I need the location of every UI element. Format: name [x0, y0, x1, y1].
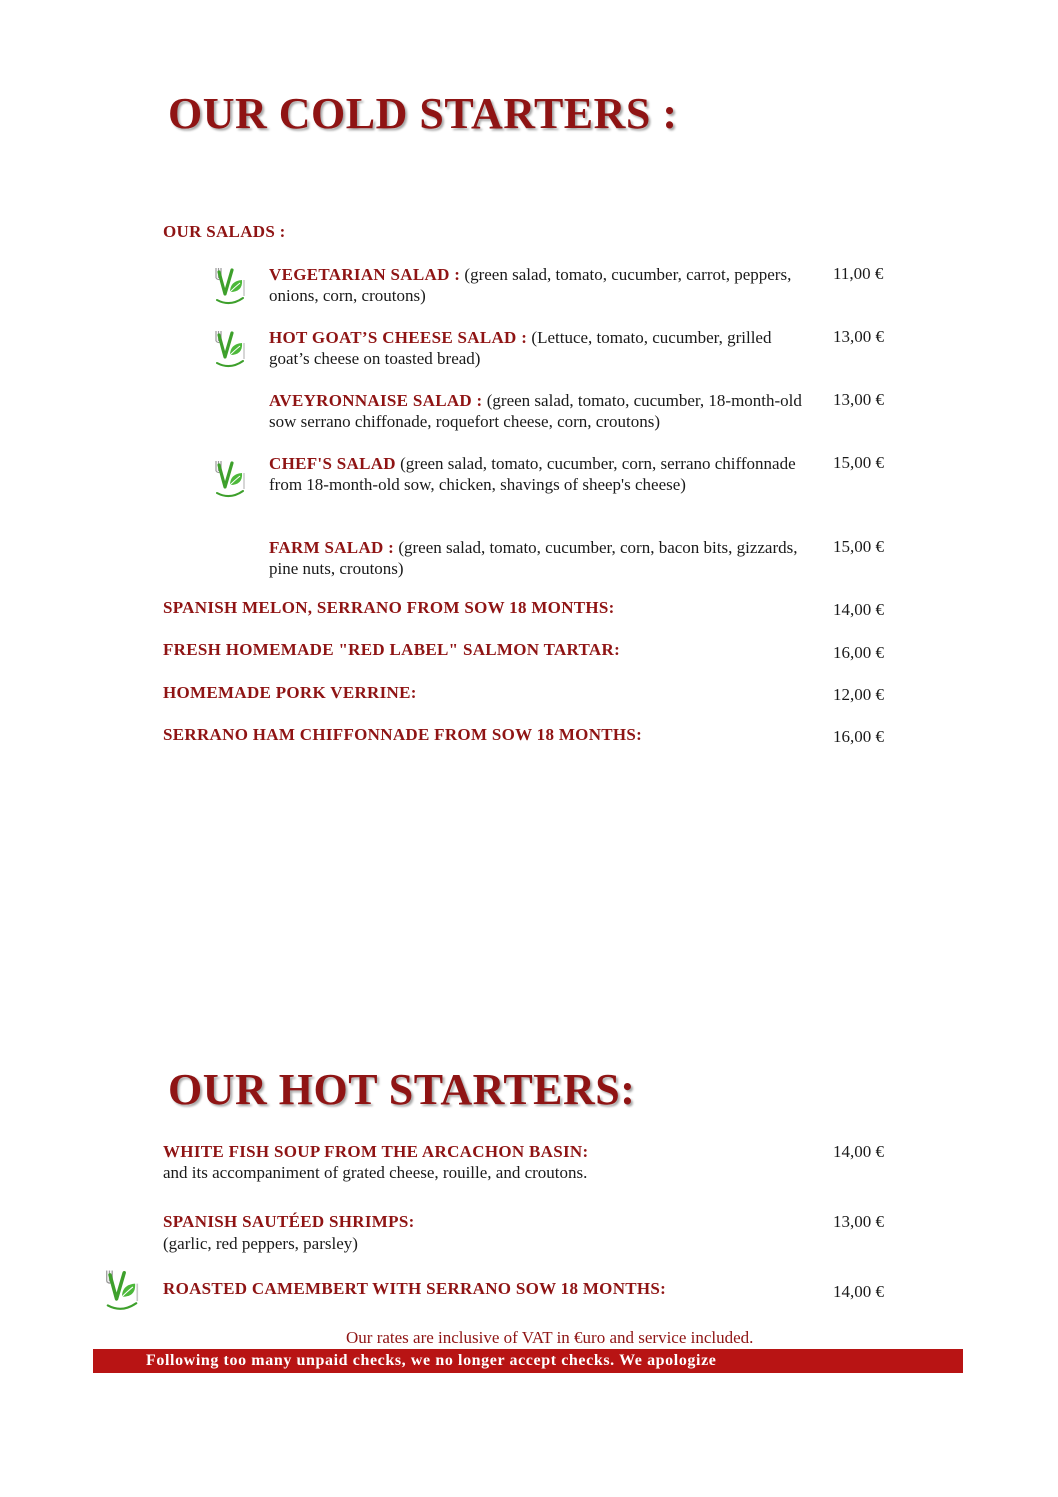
salad-ingredients: (green salad, tomato, cucumber, 18-month-old sow serrano chiffonade, roquefort cheese, corn, croutons)	[269, 391, 802, 431]
item-name: HOMEMADE PORK VERRINE:	[163, 683, 417, 702]
salad-name: FARM SALAD :	[269, 538, 395, 557]
price: 11,00 €	[833, 264, 884, 283]
vat-note: Our rates are inclusive of VAT in €uro and service included.	[346, 1328, 754, 1347]
item-name: FRESH HOMEMADE "RED LABEL" SALMON TARTAR:	[163, 640, 621, 659]
price: 16,00 €	[833, 643, 884, 662]
salad-description	[269, 327, 814, 369]
price: 12,00 €	[833, 685, 884, 704]
salad-ingredients: (green salad, tomato, cucumber, corn, bacon bits, gizzards, pine nuts, croutons)	[269, 538, 798, 578]
salad-ingredients: (green salad, tomato, cucumber, corn, serrano chiffonnade from 18-month-old sow, chicken, shavings of sheep's cheese)	[269, 454, 796, 494]
salad-name: AVEYRONNAISE SALAD :	[269, 391, 483, 410]
hot-starters-title: OUR HOT STARTERS:	[168, 1065, 636, 1114]
item-name: SPANISH MELON, SERRANO FROM SOW 18 MONTHS:	[163, 598, 615, 617]
vegetarian-icon	[213, 325, 247, 369]
item-name: ROASTED CAMEMBERT WITH SERRANO SOW 18 MONTHS:	[163, 1279, 667, 1298]
price: 16,00 €	[833, 727, 884, 746]
salad-name: VEGETARIAN SALAD :	[269, 265, 461, 284]
cold-starters-title: OUR COLD STARTERS :	[168, 89, 678, 138]
item-description: and its accompaniment of grated cheese, rouille, and croutons.	[163, 1163, 588, 1182]
item-name: WHITE FISH SOUP FROM THE ARCACHON BASIN:	[163, 1142, 589, 1161]
vegetarian-icon	[213, 262, 247, 306]
salad-description	[269, 453, 814, 495]
item-name: SERRANO HAM CHIFFONNADE FROM SOW 18 MONTHS:	[163, 725, 643, 744]
item-name: SPANISH SAUTÉED SHRIMPS:	[163, 1212, 415, 1231]
price: 13,00 €	[833, 390, 884, 409]
price: 15,00 €	[833, 453, 884, 472]
salad-description	[269, 390, 814, 432]
salad-ingredients: (Lettuce, tomato, cucumber, grilled goat’s cheese on toasted bread)	[269, 328, 772, 368]
price: 13,00 €	[833, 327, 884, 346]
salad-description	[269, 264, 814, 306]
salad-name: HOT GOAT’S CHEESE SALAD :	[269, 328, 528, 347]
salads-heading: OUR SALADS :	[163, 222, 286, 241]
checks-banner: Following too many unpaid checks, we no longer accept checks. We apologize	[93, 1349, 963, 1373]
salad-name: CHEF'S SALAD	[269, 454, 396, 473]
price: 14,00 €	[833, 600, 884, 619]
price: 15,00 €	[833, 537, 884, 556]
vegetarian-icon	[102, 1264, 142, 1312]
price: 14,00 €	[833, 1282, 884, 1301]
item-description: (garlic, red peppers, parsley)	[163, 1234, 358, 1253]
salad-ingredients: (green salad, tomato, cucumber, carrot, peppers, onions, corn, croutons)	[269, 265, 792, 305]
salad-description	[269, 537, 814, 579]
price: 13,00 €	[833, 1212, 884, 1231]
price: 14,00 €	[833, 1142, 884, 1161]
vegetarian-icon	[213, 455, 247, 499]
